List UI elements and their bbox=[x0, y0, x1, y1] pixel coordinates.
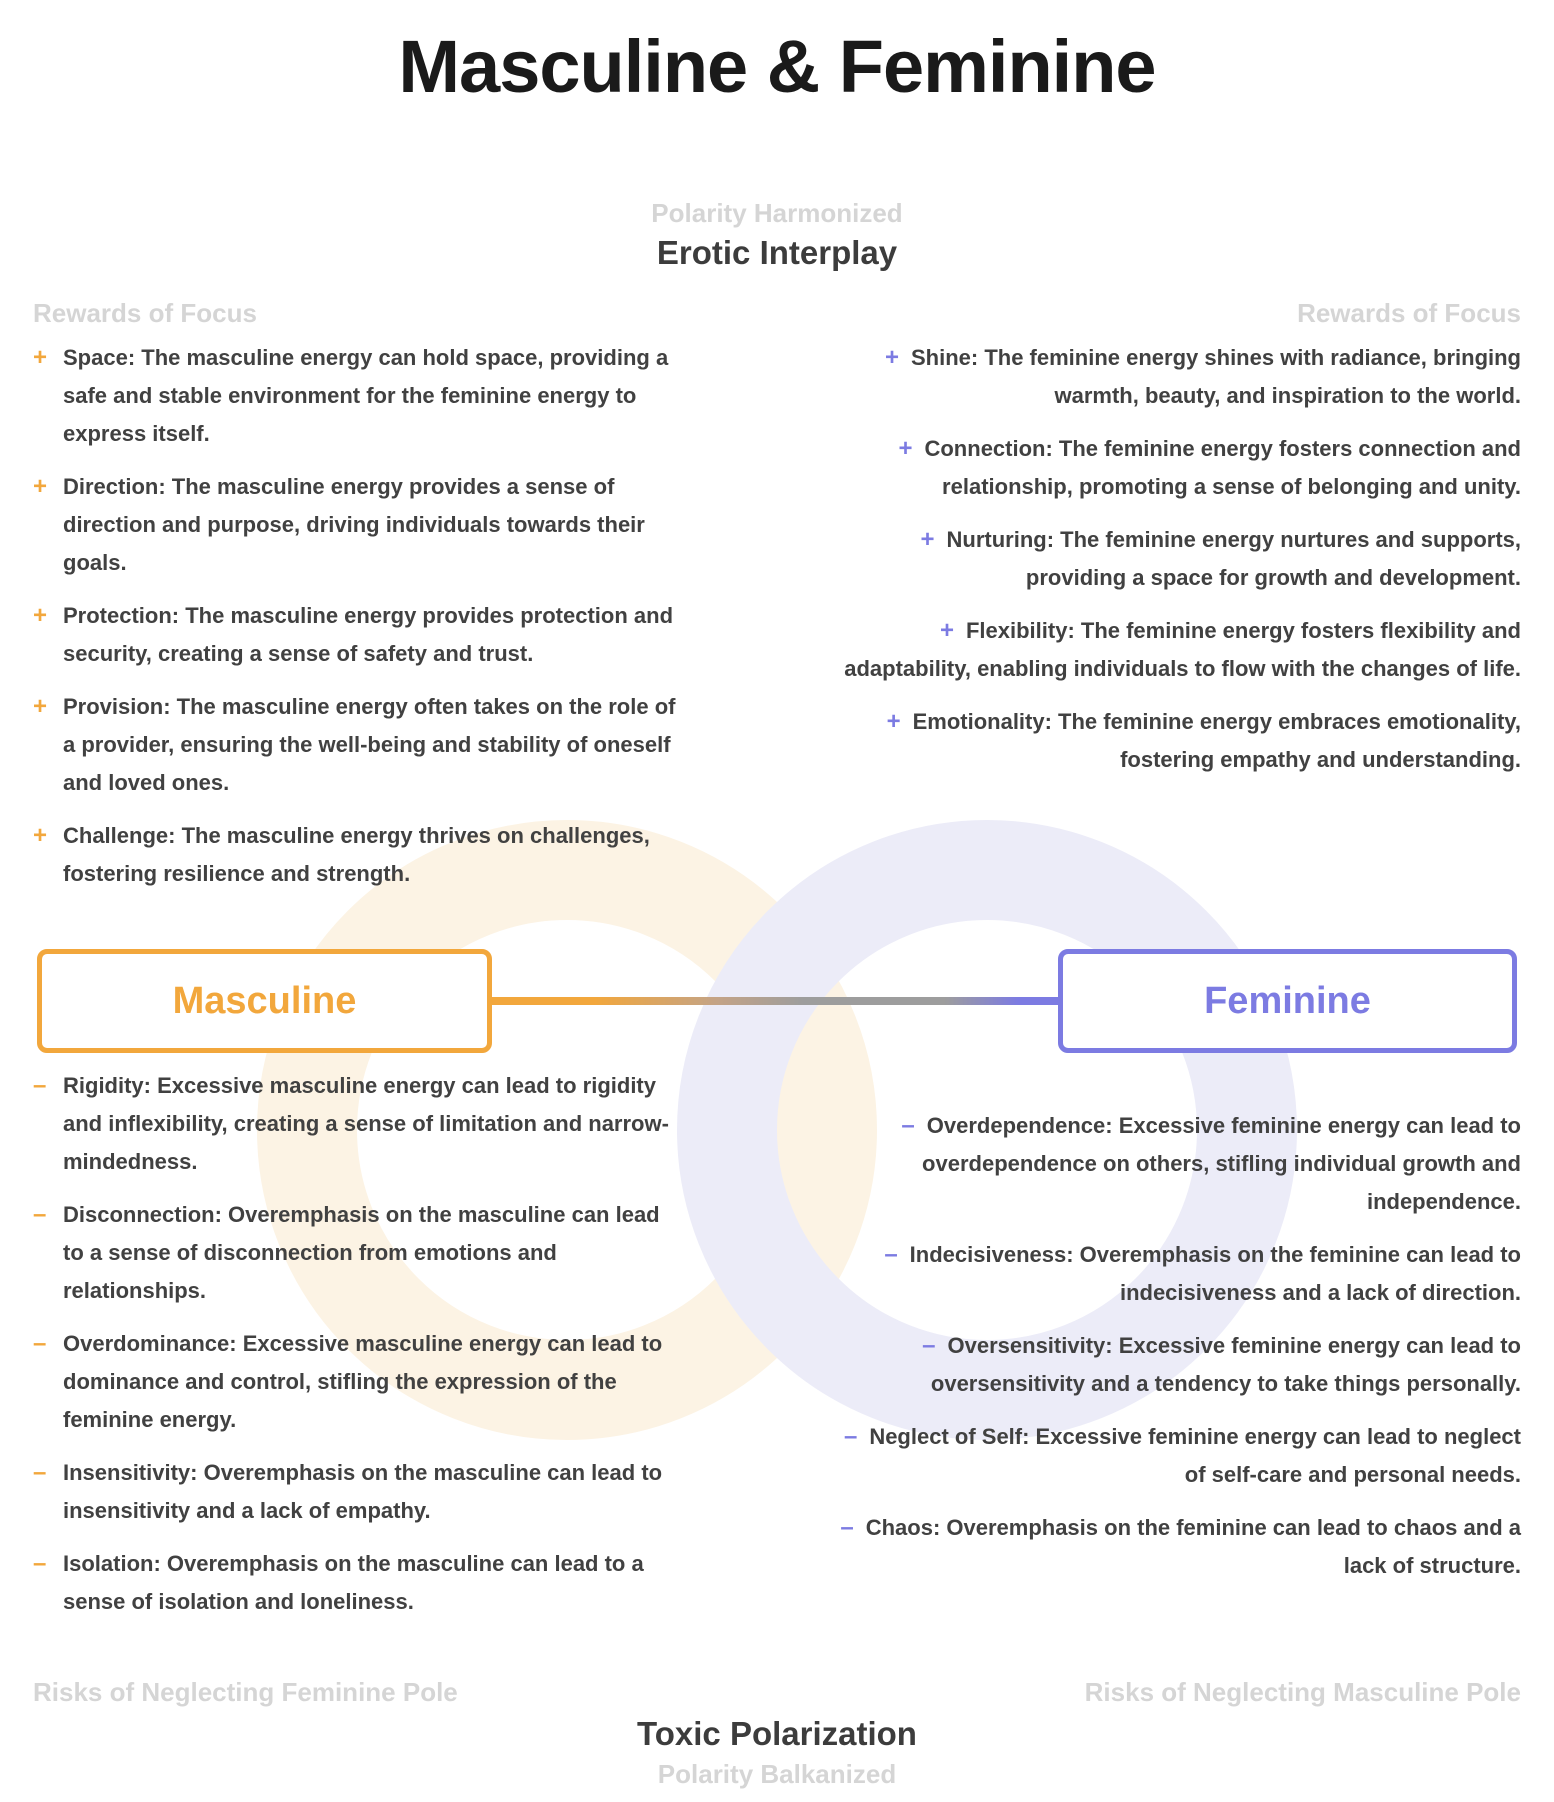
plus-icon: + bbox=[33, 693, 48, 721]
rewards-section bbox=[33, 339, 1521, 893]
item-text: Provision: The masculine energy often takes on the role of a provider, ensuring the well-being and stability of oneself and loved ones. bbox=[63, 694, 676, 796]
item-text: Overdominance: Excessive masculine energy can lead to dominance and control, stifling the expression of the feminine energy. bbox=[63, 1331, 663, 1433]
minus-icon: – bbox=[33, 1330, 47, 1358]
plus-icon: + bbox=[898, 435, 913, 463]
feminine-node bbox=[1058, 949, 1517, 1053]
plus-icon: + bbox=[939, 617, 954, 645]
minus-icon: – bbox=[901, 1112, 915, 1140]
masculine-node-label: Masculine bbox=[172, 979, 357, 1022]
item-text: Challenge: The masculine energy thrives on challenges, fostering resilience and strength. bbox=[63, 823, 650, 887]
item-text: Nurturing: The feminine energy nurtures and supports, providing a space for growth and development. bbox=[946, 527, 1521, 591]
list-item bbox=[33, 339, 683, 453]
list-item bbox=[821, 1327, 1521, 1403]
toxic-polarization-label: Toxic Polarization bbox=[637, 1715, 917, 1753]
polarity-harmonized-label: Polarity Harmonized bbox=[651, 198, 903, 229]
list-item bbox=[821, 1509, 1521, 1585]
list-item bbox=[33, 597, 683, 673]
feminine-risks-label: Risks of Neglecting Masculine Pole bbox=[1084, 1677, 1521, 1708]
feminine-rewards-list bbox=[821, 339, 1521, 893]
rewards-labels-row bbox=[33, 298, 1521, 328]
item-text: Direction: The masculine energy provides a sense of direction and purpose, driving individuals towards their goals. bbox=[63, 474, 645, 576]
item-text: Emotionality: The feminine energy embraces emotionality, fostering empathy and understanding. bbox=[912, 709, 1521, 773]
item-text: Disconnection: Overemphasis on the masculine can lead to a sense of disconnection from emotions and relationships. bbox=[63, 1202, 660, 1304]
minus-icon: – bbox=[922, 1332, 936, 1360]
plus-icon: + bbox=[884, 344, 899, 372]
masculine-risks-list bbox=[33, 1067, 683, 1621]
list-item bbox=[33, 1196, 683, 1310]
masculine-rewards-label: Rewards of Focus bbox=[33, 298, 257, 329]
feminine-node-label: Feminine bbox=[1204, 979, 1371, 1022]
masculine-rewards-list bbox=[33, 339, 683, 893]
minus-icon: – bbox=[33, 1201, 47, 1229]
list-item bbox=[821, 1418, 1521, 1494]
masculine-node bbox=[37, 949, 492, 1053]
list-item bbox=[33, 1325, 683, 1439]
list-item bbox=[821, 1236, 1521, 1312]
list-item bbox=[33, 1545, 683, 1621]
item-text: Overdependence: Excessive feminine energy can lead to overdependence on others, stifling individual growth and independence. bbox=[922, 1113, 1521, 1215]
list-item bbox=[33, 688, 683, 802]
minus-icon: – bbox=[843, 1423, 858, 1451]
page-title: Masculine & Feminine bbox=[398, 25, 1156, 108]
minus-icon: – bbox=[33, 1072, 47, 1100]
list-item bbox=[33, 1454, 683, 1530]
list-item bbox=[821, 521, 1521, 597]
list-item bbox=[821, 1107, 1521, 1221]
list-item bbox=[33, 468, 683, 582]
feminine-rewards-label: Rewards of Focus bbox=[1297, 298, 1521, 329]
minus-icon: – bbox=[884, 1241, 898, 1269]
item-text: Insensitivity: Overemphasis on the masculine can lead to insensitivity and a lack of empathy. bbox=[63, 1460, 663, 1524]
plus-icon: + bbox=[886, 708, 901, 736]
feminine-risks-list bbox=[821, 1067, 1521, 1621]
list-item bbox=[33, 817, 683, 893]
risks-section bbox=[33, 1067, 1521, 1621]
list-item bbox=[33, 1067, 683, 1181]
plus-icon: + bbox=[33, 822, 48, 850]
plus-icon: + bbox=[920, 526, 935, 554]
plus-icon: + bbox=[33, 344, 48, 372]
masculine-risks-label: Risks of Neglecting Feminine Pole bbox=[33, 1677, 458, 1708]
minus-icon: – bbox=[33, 1550, 47, 1578]
list-item bbox=[821, 430, 1521, 506]
item-text: Isolation: Overemphasis on the masculine can lead to a sense of isolation and loneliness. bbox=[63, 1551, 644, 1615]
item-text: Flexibility: The feminine energy fosters flexibility and adaptability, enabling individuals to flow with the changes of life. bbox=[844, 618, 1521, 682]
minus-icon: – bbox=[840, 1514, 854, 1542]
item-text: Chaos: Overemphasis on the feminine can lead to chaos and a lack of structure. bbox=[865, 1515, 1521, 1579]
item-text: Oversensitivity: Excessive feminine energy can lead to oversensitivity and a tendency to take things personally. bbox=[930, 1333, 1521, 1397]
polarity-balkanized-label: Polarity Balkanized bbox=[657, 1759, 897, 1790]
item-text: Neglect of Self: Excessive feminine energy can lead to neglect of self-care and personal needs. bbox=[869, 1424, 1521, 1488]
list-item bbox=[821, 339, 1521, 415]
item-text: Indecisiveness: Overemphasis on the feminine can lead to indecisiveness and a lack of direction. bbox=[909, 1242, 1521, 1306]
plus-icon: + bbox=[33, 602, 48, 630]
erotic-interplay-label: Erotic Interplay bbox=[656, 234, 898, 272]
list-item bbox=[821, 703, 1521, 779]
item-text: Rigidity: Excessive masculine energy can lead to rigidity and inflexibility, creating a sense of limitation and narrow-mindedness. bbox=[63, 1073, 669, 1175]
list-item bbox=[821, 612, 1521, 688]
polarity-band bbox=[33, 949, 1521, 1053]
item-text: Shine: The feminine energy shines with radiance, bringing warmth, beauty, and inspiration to the world. bbox=[911, 345, 1521, 409]
minus-icon: – bbox=[33, 1459, 47, 1487]
harmonized-header bbox=[33, 198, 1521, 272]
risks-labels-row bbox=[33, 1677, 1521, 1707]
item-text: Connection: The feminine energy fosters connection and relationship, promoting a sense of belonging and unity. bbox=[924, 436, 1521, 500]
item-text: Space: The masculine energy can hold space, providing a safe and stable environment for the feminine energy to express itself. bbox=[63, 345, 669, 447]
plus-icon: + bbox=[33, 473, 48, 501]
item-text: Protection: The masculine energy provides protection and security, creating a sense of safety and trust. bbox=[63, 603, 674, 667]
polarity-connector-line bbox=[492, 997, 1058, 1005]
